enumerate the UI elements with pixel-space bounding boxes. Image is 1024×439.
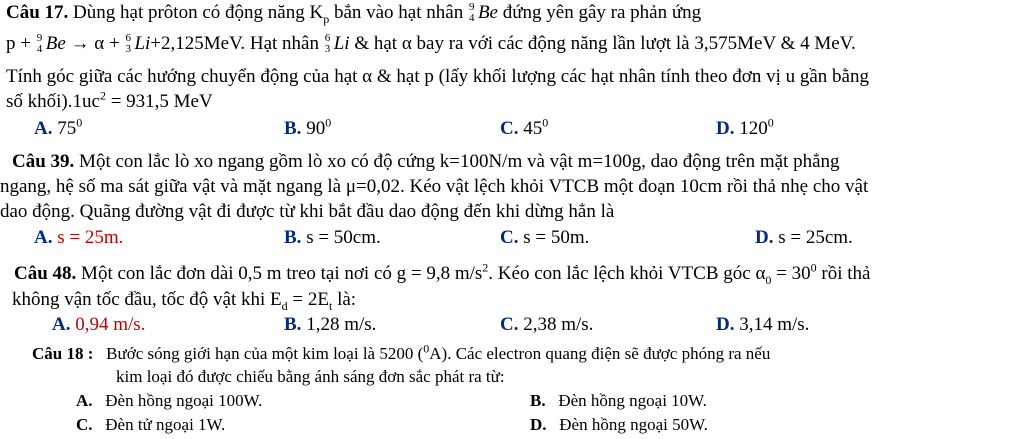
q18-line1: Câu 18 : Bước sóng giới hạn của một kim loại là 5200 ($^0$A). Các electron quang điện sẽ được phóng ra nếu	[32, 341, 771, 363]
q48-option-d[interactable]: D. 3,14 m/s.	[716, 314, 810, 335]
q18-option-b[interactable]: B. Đèn hồng ngoại 10W.	[530, 391, 707, 410]
q48-label: Câu 48.	[14, 263, 77, 284]
q18-option-c[interactable]: C. Đèn tử ngoại 1W.	[76, 415, 226, 434]
q18-label: Câu 18 :	[32, 344, 94, 363]
q39-line1: Câu 39. Một con lắc lò xo ngang gồm lò xo có độ cứng k=100N/m và vật m=100g, dao động trên mặt phẳng	[12, 151, 840, 172]
q17-line1: Câu 17. Dùng hạt prôton có động năng $K_p$ bắn vào hạt nhân 9 4 Be đứng yên gây ra phản ứng	[6, 1, 702, 26]
q17-label: Câu 17.	[6, 2, 69, 23]
q39-option-d[interactable]: D. s = 25cm.	[755, 227, 853, 248]
q39-line3: dao động. Quãng đường vật đi được từ khi bắt đầu dao động đến khi dừng hẳn là	[0, 201, 615, 222]
q48-option-a[interactable]: A. 0,94 m/s.	[52, 314, 146, 335]
q48-option-c[interactable]: C. 2,38 m/s.	[500, 314, 594, 335]
q18-option-a[interactable]: A. Đèn hồng ngoại 100W.	[76, 391, 263, 410]
q17-option-d[interactable]: D. $120^0$	[716, 115, 774, 139]
li-isotope: 6 3	[125, 32, 131, 55]
q48-option-b[interactable]: B. 1,28 m/s.	[284, 314, 377, 335]
q17-option-c[interactable]: C. $45^0$	[500, 115, 549, 139]
q39-option-c[interactable]: C. s = 50m.	[500, 227, 590, 248]
q18-line2: kim loại đó được chiếu bằng ánh sáng đơn sắc phát ra từ:	[116, 367, 505, 386]
q39-label: Câu 39.	[12, 151, 75, 172]
q17-line2: p + 9 4 Be → α + 6 3 Li+2,125MeV. Hạt nhân 6 3 Li & hạt α bay ra với các động năng lần lượt là 3,575MeV & 4 MeV.	[6, 32, 856, 55]
q48-line1: Câu 48. Một con lắc đơn dài 0,5 m treo tại nơi có g = 9,8 $m/s^2$. Kéo con lắc lệch khỏi VTCB góc $\alpha_0 = 30^0$ rồi thả	[14, 260, 871, 287]
q39-option-b[interactable]: B. s = 50cm.	[284, 227, 381, 248]
q39-line2: ngang, hệ số ma sát giữa vật và mặt ngang là μ=0,02. Kéo vật lệch khỏi VTCB một đoạn 10cm rồi thả nhẹ cho vật	[0, 176, 869, 197]
q18-option-d[interactable]: D. Đèn hồng ngoại 50W.	[530, 415, 708, 434]
q17-option-a[interactable]: A. $75^0$	[34, 115, 83, 139]
q39-option-a[interactable]: A. s = 25m.	[34, 227, 124, 248]
be-isotope: 9 4	[468, 1, 475, 24]
q48-line2: không vận tốc đầu, tốc độ vật khi $E_d = 2E_t$ là:	[12, 289, 357, 313]
q17-line3: Tính góc giữa các hướng chuyển động của hạt α & hạt p (lấy khối lượng các hạt nhân tính theo đơn vị u gần bằng	[6, 66, 869, 87]
q17-line4: số $khối).1uc^2 = 931,5$ MeV	[6, 88, 213, 112]
q17-option-b[interactable]: B. $90^0$	[284, 115, 332, 139]
